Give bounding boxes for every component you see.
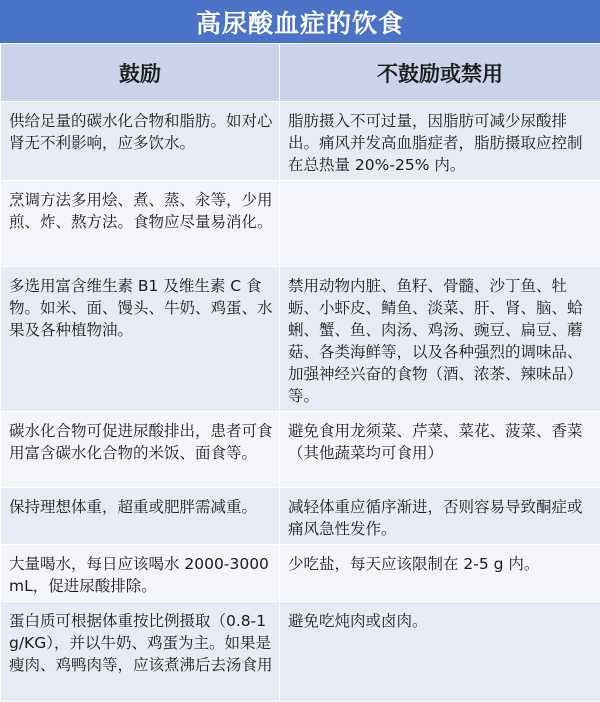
cell-discouraged: 避免吃炖肉或卤肉。 bbox=[280, 602, 600, 702]
cell-encouraged: 多选用富含维生素 B1 及维生素 C 食物。如米、面、馒头、牛奶、鸡蛋、水果及各种植物油。 bbox=[1, 267, 280, 412]
table-row bbox=[1, 267, 600, 412]
cell-encouraged: 碳水化合物可促进尿酸排出，患者可食用富含碳水化合物的米饭、面食等。 bbox=[1, 412, 280, 488]
cell-encouraged: 蛋白质可根据体重按比例摄取（0.8-1 g/KG），并以牛奶、鸡蛋为主。如果是瘦肉、鸡鸭肉等，应该煮沸后去汤食用 bbox=[1, 602, 280, 702]
table-row bbox=[1, 181, 600, 267]
table-row bbox=[1, 488, 600, 545]
cell-discouraged: 避免食用龙须菜、芹菜、菜花、菠菜、香菜（其他蔬菜均可食用） bbox=[280, 412, 600, 488]
page-title: 高尿酸血症的饮食 bbox=[0, 0, 600, 43]
diet-table bbox=[0, 43, 600, 702]
cell-discouraged: 减轻体重应循序渐进，否则容易导致酮症或痛风急性发作。 bbox=[280, 488, 600, 545]
cell-encouraged: 大量喝水，每日应该喝水 2000-3000 mL，促进尿酸排除。 bbox=[1, 545, 280, 602]
cell-encouraged: 烹调方法多用烩、煮、蒸、汆等，少用煎、炸、熬方法。食物应尽量易消化。 bbox=[1, 181, 280, 267]
header-discouraged: 不鼓励或禁用 bbox=[280, 44, 600, 102]
header-row bbox=[1, 44, 600, 102]
table-row bbox=[1, 545, 600, 602]
cell-discouraged: 禁用动物内脏、鱼籽、骨髓、沙丁鱼、牡蛎、小虾皮、鲭鱼、淡菜、肝、肾、脑、蛤蜊、蟹、鱼、肉汤、鸡汤、豌豆、扁豆、蘑菇、各类海鲜等，以及各种强烈的调味品、加强神经兴奋的食物（酒、浓茶、辣味品）等。 bbox=[280, 267, 600, 412]
header-encouraged: 鼓励 bbox=[1, 44, 280, 102]
cell-encouraged: 保持理想体重，超重或肥胖需减重。 bbox=[1, 488, 280, 545]
cell-discouraged: 脂肪摄入不可过量，因脂肪可减少尿酸排出。痛风并发高血脂症者，脂肪摄取应控制在总热量 20%-25% 内。 bbox=[280, 102, 600, 181]
cell-discouraged: 少吃盐，每天应该限制在 2-5 g 内。 bbox=[280, 545, 600, 602]
cell-discouraged bbox=[280, 181, 600, 267]
cell-encouraged: 供给足量的碳水化合物和脂肪。如对心肾无不利影响，应多饮水。 bbox=[1, 102, 280, 181]
table-row bbox=[1, 412, 600, 488]
table-row bbox=[1, 602, 600, 702]
table-row bbox=[1, 102, 600, 181]
